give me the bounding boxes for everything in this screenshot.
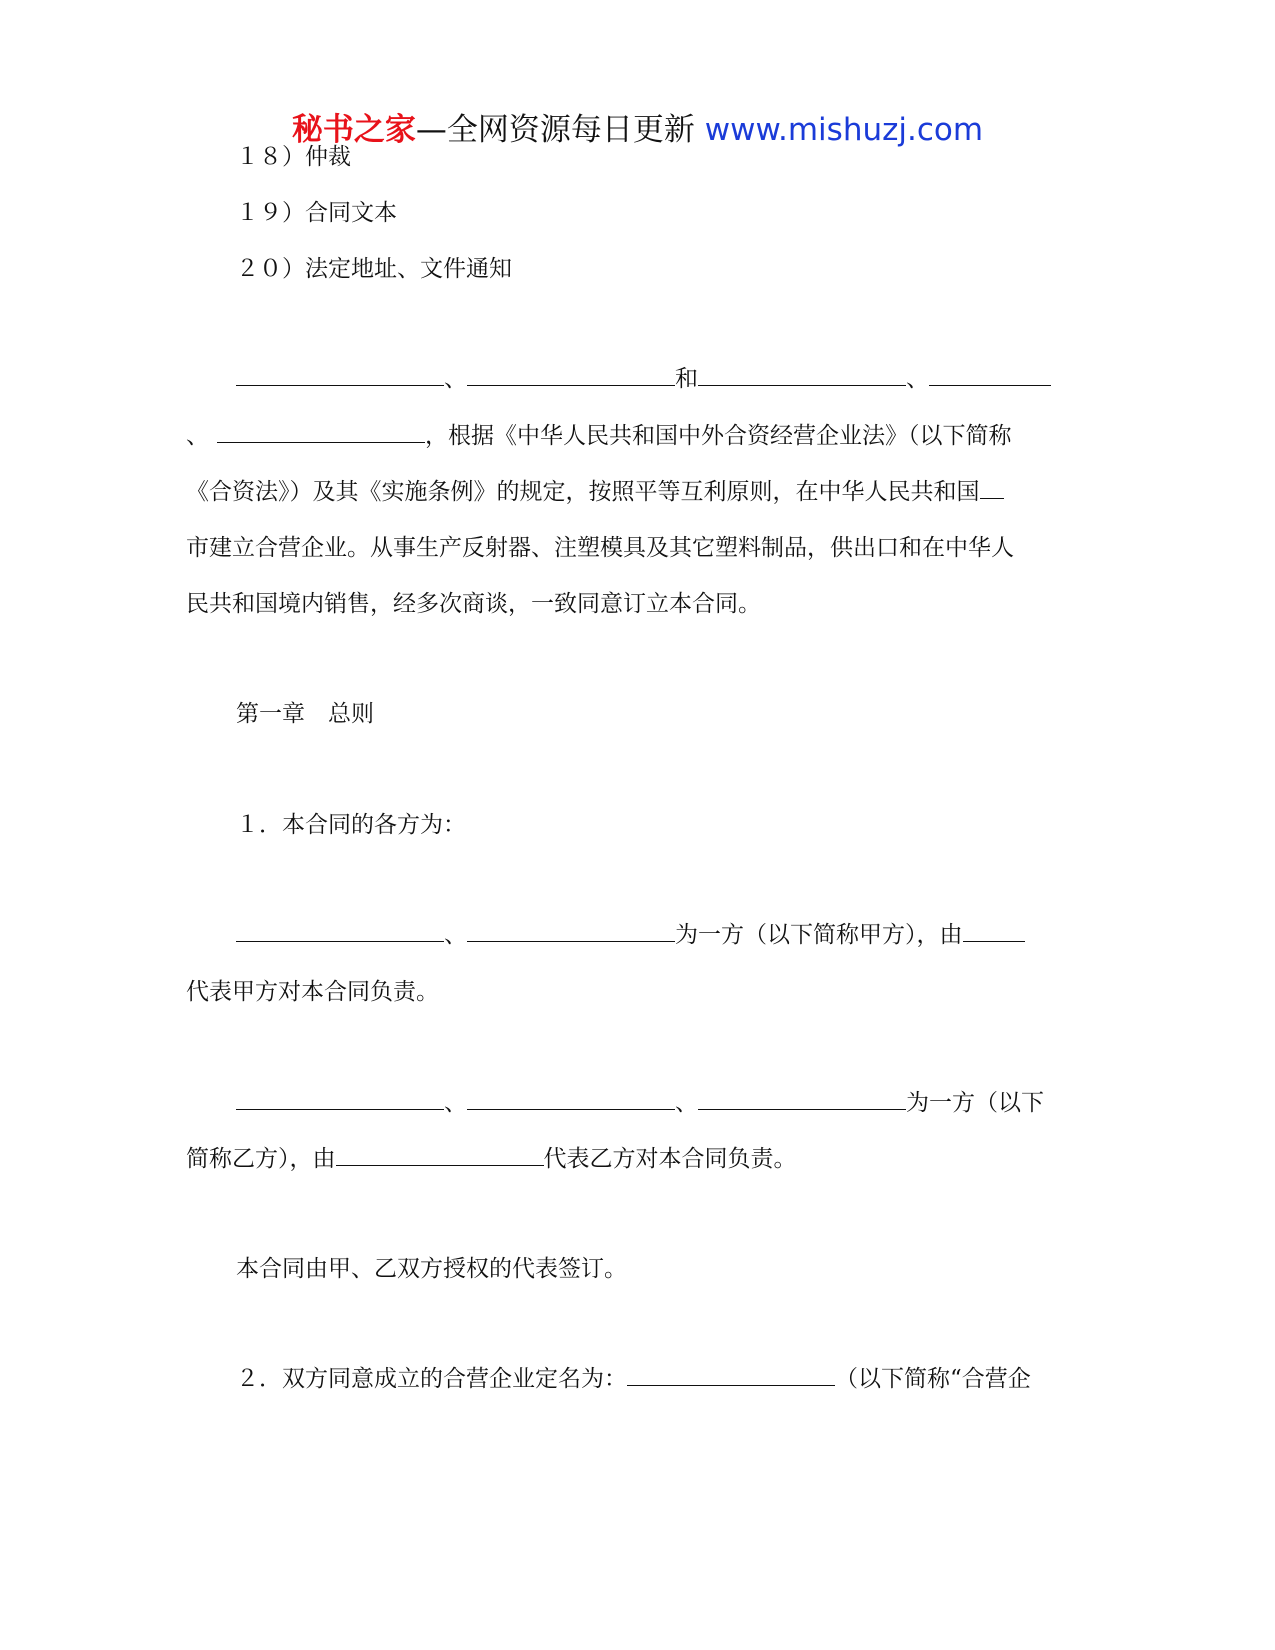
banner-tagline: —全网资源每日更新	[415, 112, 695, 148]
fill-blank[interactable]	[963, 921, 1025, 942]
list-item: ２０）法定地址、文件通知	[236, 256, 512, 282]
party-b-line-2	[186, 1144, 1086, 1174]
clause-2-text: ２．双方同意成立的合营企业定名为：	[236, 1366, 627, 1392]
party-b-text: 为一方（以下	[906, 1090, 1044, 1116]
fill-blank[interactable]	[698, 1089, 906, 1110]
party-b-text: 代表乙方对本合同负责。	[543, 1146, 797, 1172]
signing-statement: 本合同由甲、乙双方授权的代表签订。	[236, 1256, 627, 1282]
brand-name: 秘书之家	[291, 112, 416, 148]
fill-blank[interactable]	[980, 478, 1004, 499]
and-text: 和	[675, 366, 698, 392]
fill-blank[interactable]	[236, 365, 444, 386]
party-a-text: 为一方（以下简称甲方），由	[675, 922, 963, 948]
fill-blank[interactable]	[929, 365, 1051, 386]
party-a-line-1	[236, 920, 1136, 950]
list-item: １８）仲裁	[236, 144, 351, 170]
separator: 、	[444, 1090, 467, 1116]
fill-blank[interactable]	[698, 365, 906, 386]
fill-blank[interactable]	[627, 1365, 835, 1386]
clause-2-text: （以下简称“合营企	[835, 1366, 1031, 1392]
fill-blank[interactable]	[467, 365, 675, 386]
separator: 、	[444, 922, 467, 948]
fill-blank[interactable]	[336, 1145, 544, 1166]
banner-url[interactable]: www.mishuzj.com	[704, 112, 984, 148]
intro-text: 《合资法》）及其《实施条例》的规定，按照平等互利原则，在中华人民共和国	[186, 479, 980, 505]
separator: 、	[186, 423, 209, 449]
separator: 、	[444, 366, 467, 392]
fill-blank[interactable]	[236, 1089, 444, 1110]
clause-2-line-1	[236, 1364, 1136, 1394]
separator: 、	[675, 1090, 698, 1116]
party-b-text: 简称乙方），由	[186, 1146, 336, 1172]
party-b-line-1	[236, 1088, 1136, 1118]
fill-blank[interactable]	[217, 422, 425, 443]
intro-line-5: 民共和国境内销售，经多次商谈，一致同意订立本合同。	[186, 591, 761, 617]
intro-line-4: 市建立合营企业。从事生产反射器、注塑模具及其它塑料制品，供出口和在中华人	[186, 535, 1014, 561]
party-a-line-2: 代表甲方对本合同负责。	[186, 979, 439, 1005]
separator: 、	[906, 366, 929, 392]
fill-blank[interactable]	[467, 921, 675, 942]
fill-blank[interactable]	[236, 921, 444, 942]
intro-line-3	[186, 477, 1086, 507]
clause-1-title: １．本合同的各方为：	[236, 812, 466, 838]
intro-text: ，根据《中华人民共和国中外合资经营企业法》（以下简称	[425, 423, 1012, 449]
chapter-title: 第一章 总则	[236, 701, 374, 727]
fill-blank[interactable]	[467, 1089, 675, 1110]
list-item: １９）合同文本	[236, 200, 397, 226]
intro-line-1	[236, 364, 1136, 394]
intro-line-2	[186, 421, 1086, 451]
